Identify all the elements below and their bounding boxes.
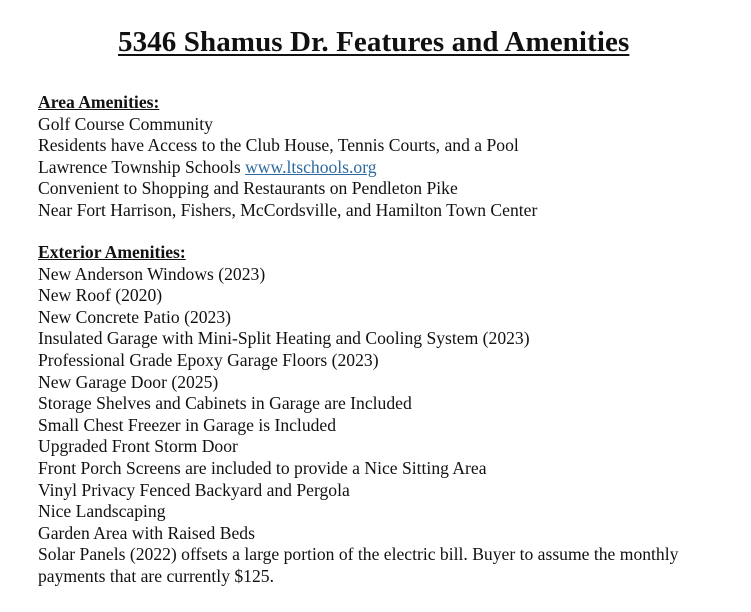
schools-text: Lawrence Township Schools <box>38 156 246 177</box>
list-item: Garden Area with Raised Beds <box>38 522 255 543</box>
exterior-amenities-heading: Exterior Amenities: <box>38 242 186 262</box>
list-item-schools <box>38 157 537 179</box>
list-item: Golf Course Community <box>38 113 213 134</box>
list-item: Storage Shelves and Cabinets in Garage are Included <box>38 393 412 414</box>
list-item: Vinyl Privacy Fenced Backyard and Pergola <box>38 479 350 500</box>
list-item: New Roof (2020) <box>38 285 163 306</box>
list-item: Nice Landscaping <box>38 501 166 522</box>
list-item: Professional Grade Epoxy Garage Floors (2023) <box>38 349 379 370</box>
list-item: Residents have Access to the Club House, Tennis Courts, and a Pool <box>38 135 519 156</box>
list-item: Convenient to Shopping and Restaurants on Pendleton Pike <box>38 178 458 199</box>
list-item: Upgraded Front Storm Door <box>38 436 238 457</box>
area-amenities-heading: Area Amenities: <box>38 92 160 112</box>
page-title: 5346 Shamus Dr. Features and Amenities <box>118 26 630 58</box>
list-item: Small Chest Freezer in Garage is Included <box>38 414 337 435</box>
list-item: New Anderson Windows (2023) <box>38 263 266 284</box>
schools-link[interactable]: www.ltschools.org <box>245 156 377 177</box>
list-item: Front Porch Screens are included to provide a Nice Sitting Area <box>38 457 487 478</box>
list-item: Near Fort Harrison, Fishers, McCordsville, and Hamilton Town Center <box>38 199 538 220</box>
area-amenities-section <box>38 92 537 222</box>
list-item-solar: Solar Panels (2022) offsets a large portion of the electric bill. Buyer to assume the monthly payments that are currently $125. <box>38 544 679 586</box>
list-item: New Concrete Patio (2023) <box>38 306 231 327</box>
exterior-amenities-section <box>38 242 738 588</box>
list-item: New Garage Door (2025) <box>38 371 219 392</box>
list-item: Insulated Garage with Mini-Split Heating and Cooling System (2023) <box>38 328 530 349</box>
